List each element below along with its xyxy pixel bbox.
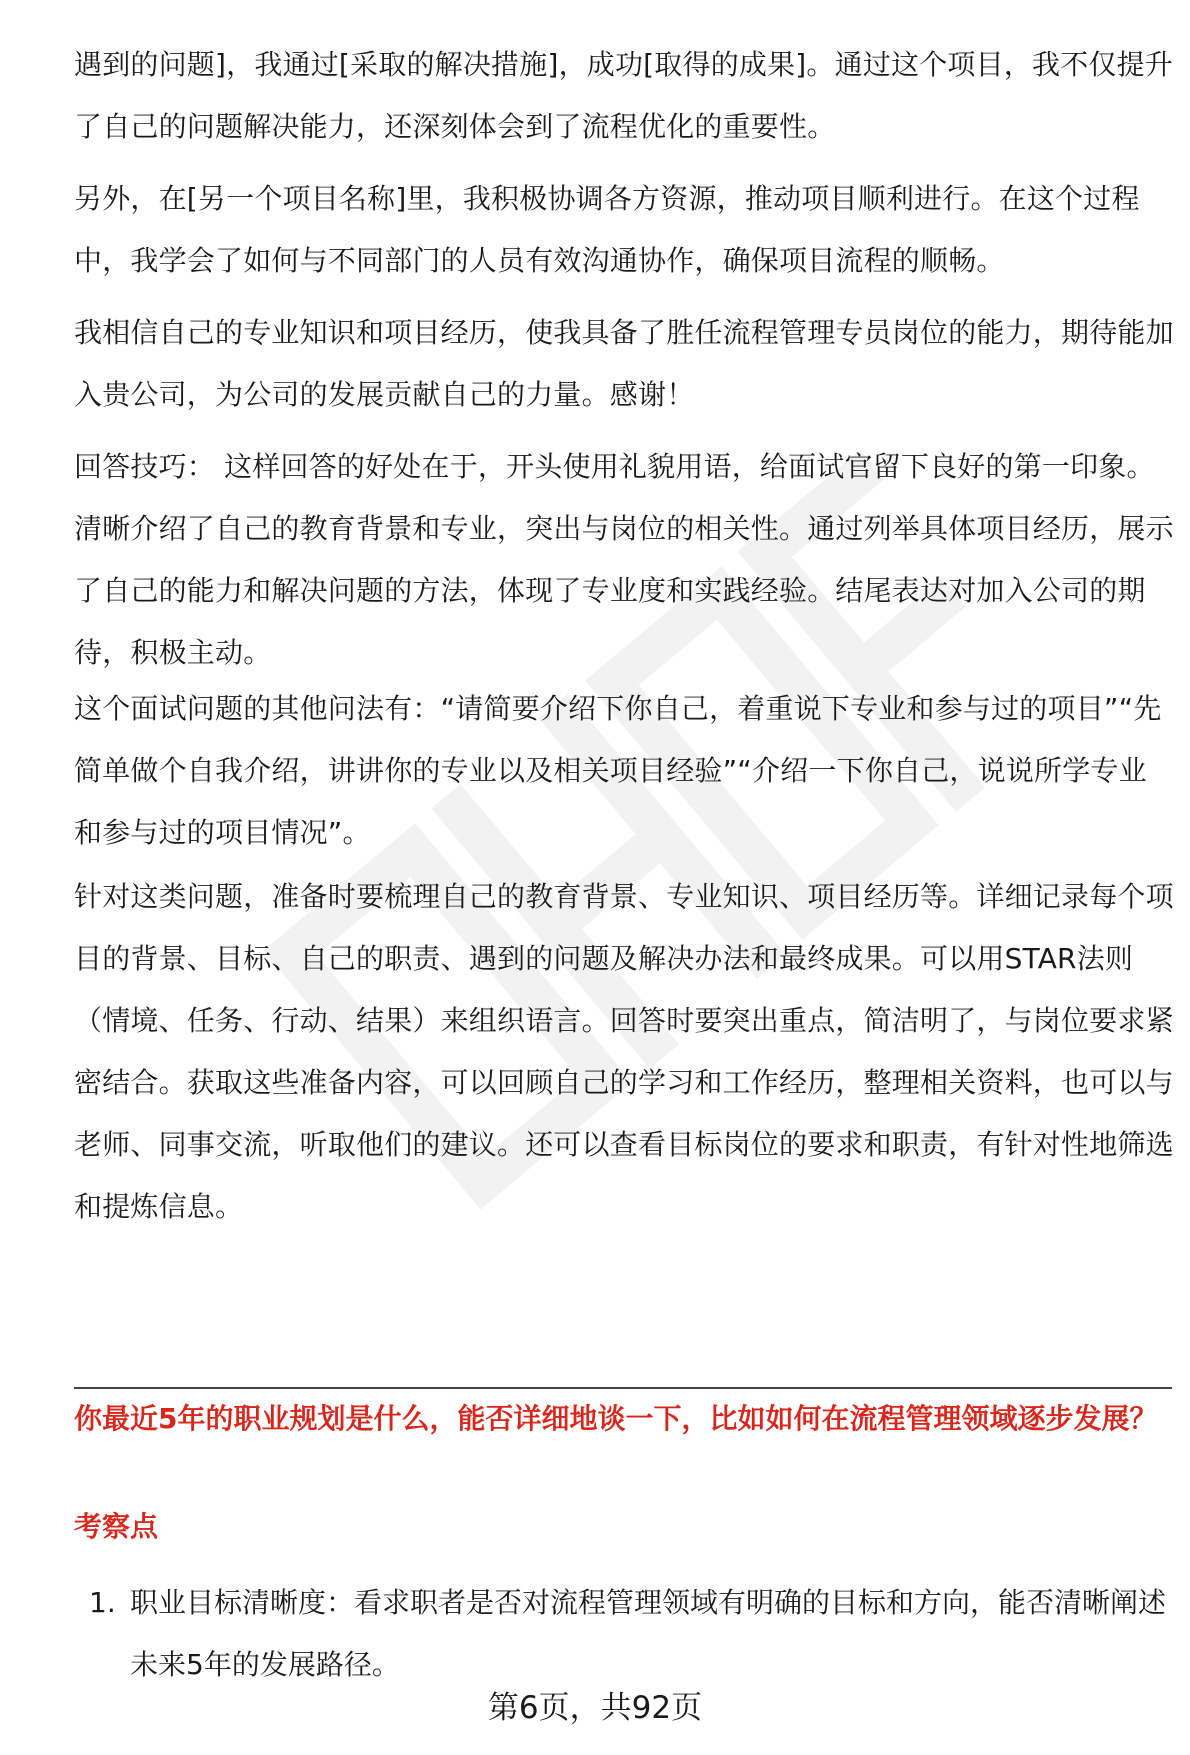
page-footer: 第6页，共92页 bbox=[487, 1690, 703, 1726]
paragraph-answer-tips: 回答技巧： 这样回答的好处在于，开头使用礼貌用语，给面试官留下良好的第一印象。清晰介绍了自己的教育背景和专业，突出与岗位的相关性。通过列举具体项目经历，展示了自己的能力和解决问题的方法，体现了专业度和实践经验。结尾表达对加入公司的期待，积极主动。 bbox=[74, 450, 1174, 669]
paragraph-preparation: 针对这类问题，准备时要梳理自己的教育背景、专业知识、项目经历等。详细记录每个项目的背景、目标、自己的职责、遇到的问题及解决办法和最终成果。可以用STAR法则（情境、任务、行动、结果）来组织语言。回答时要突出重点，简洁明了，与岗位要求紧密结合。获取这些准备内容，可以回顾自己的学习和工作经历，整理相关资料，也可以与老师、同事交流，听取他们的建议。还可以查看目标岗位的要求和职责，有针对性地筛选和提炼信息。 bbox=[74, 880, 1174, 1223]
list-item-number: 1. bbox=[89, 1586, 116, 1619]
list-item-text: 职业目标清晰度：看求职者是否对流程管理领域有明确的目标和方向，能否清晰阐述未来5年的发展路径。 bbox=[130, 1586, 1167, 1681]
section-label: 考察点 bbox=[74, 1510, 159, 1543]
question-title: 你最近5年的职业规划是什么，能否详细地谈一下，比如如何在流程管理领域逐步发展？ bbox=[74, 1402, 1158, 1435]
paragraph-closing: 我相信自己的专业知识和项目经历，使我具备了胜任流程管理专员岗位的能力，期待能加入贵公司，为公司的发展贡献自己的力量。感谢！ bbox=[74, 316, 1174, 411]
paragraph-other-project: 另外，在[另一个项目名称]里，我积极协调各方资源，推动项目顺利进行。在这个过程中，我学会了如何与不同部门的人员有效沟通协作，确保项目流程的顺畅。 bbox=[74, 182, 1140, 277]
paragraph-alt-questions: 这个面试问题的其他问法有：“请简要介绍下你自己，着重说下专业和参与过的项目”“先简单做个自我介绍，讲讲你的专业以及相关项目经验”“介绍一下你自己，说说所学专业和参与过的项目情况”。 bbox=[74, 692, 1162, 849]
paragraph-project-result: 遇到的问题]，我通过[采取的解决措施]，成功[取得的成果]。通过这个项目，我不仅提升了自己的问题解决能力，还深刻体会到了流程优化的重要性。 bbox=[74, 48, 1174, 143]
section-divider bbox=[74, 1387, 1172, 1389]
